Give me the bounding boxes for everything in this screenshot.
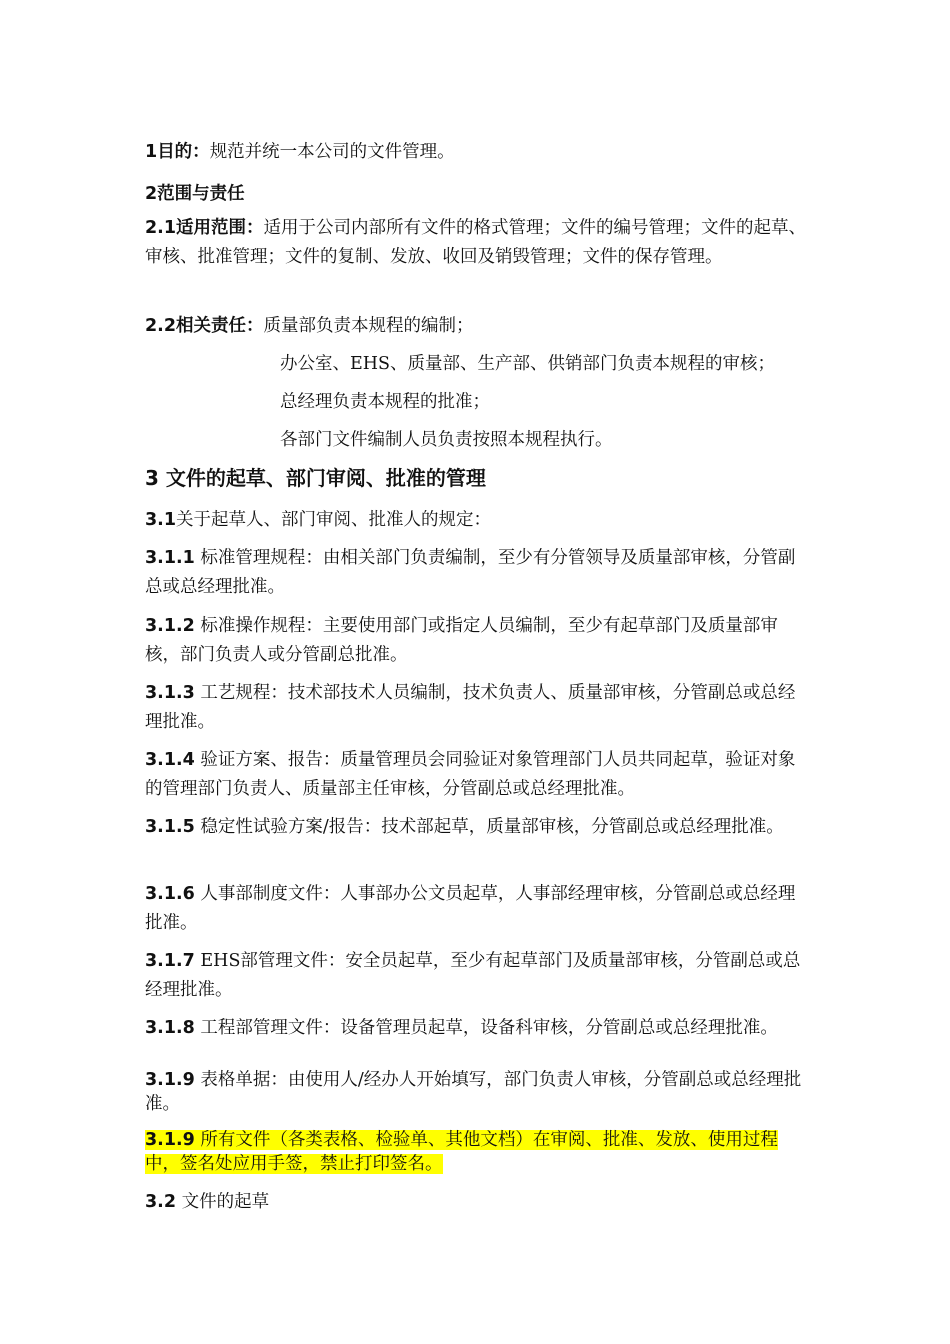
- responsibility-line-3: 各部门文件编制人员负责按照本规程执行。: [280, 430, 613, 450]
- item-text: 验证方案、报告：质量管理员会同验证对象管理部门人员共同起草，验证对象的管理部门负责人、质量部主任审核，分管副总或总经理批准。: [145, 750, 796, 799]
- item-3-1-1: [145, 544, 810, 602]
- item-text: 表格单据：由使用人/经办人开始填写，部门负责人审核，分管副总或总经理批准。: [145, 1070, 802, 1114]
- item-text: 所有文件（各类表格、检验单、其他文档）在审阅、批准、发放、使用过程中，签名处应用手签，禁止打印签名。: [145, 1130, 778, 1174]
- section-2-title: 2范围与责任: [145, 184, 245, 204]
- item-3-1-4: [145, 746, 810, 804]
- item-text: EHS部管理文件：安全员起草，至少有起草部门及质量部审核，分管副总或总经理批准。: [145, 951, 801, 1000]
- item-number: 3.1.2: [145, 616, 195, 636]
- item-3-1-2: [145, 612, 810, 670]
- item-3-1-5: [145, 813, 810, 842]
- section-1-purpose: [145, 138, 810, 167]
- item-number: 3.1.9: [145, 1070, 195, 1090]
- item-number: 3.1.1: [145, 548, 195, 568]
- section-2-1-label: 适用范围：: [176, 218, 264, 238]
- section-3-2-number: 3.2: [145, 1192, 177, 1212]
- section-2-1-number: 2.1: [145, 218, 177, 238]
- section-3-1-text: 关于起草人、部门审阅、批准人的规定：: [176, 510, 492, 530]
- section-1-text: 规范并统一本公司的文件管理。: [209, 142, 455, 162]
- section-3-title: 3 文件的起草、部门审阅、批准的管理: [145, 466, 486, 490]
- item-text: 标准操作规程：主要使用部门或指定人员编制，至少有起草部门及质量部审核，部门负责人或分管副总批准。: [145, 616, 778, 665]
- item-number: 3.1.8: [145, 1018, 195, 1038]
- item-3-1-8: [145, 1014, 810, 1043]
- item-text: 标准管理规程：由相关部门负责编制，至少有分管领导及质量部审核，分管副总或总经理批准。: [145, 548, 796, 597]
- item-3-1-9-forms: [145, 1068, 810, 1116]
- item-number: 3.1.9: [145, 1130, 195, 1150]
- item-number: 3.1.7: [145, 951, 195, 971]
- item-text: 稳定性试验方案/报告：技术部起草，质量部审核，分管副总或总经理批准。: [200, 817, 784, 837]
- item-text: 人事部制度文件：人事部办公文员起草，人事部经理审核，分管副总或总经理批准。: [145, 884, 796, 933]
- item-text: 工艺规程：技术部技术人员编制，技术负责人、质量部审核，分管副总或总经理批准。: [145, 683, 796, 732]
- responsibility-line-1: 办公室、EHS、质量部、生产部、供销部门负责本规程的审核；: [280, 354, 776, 374]
- section-2-2-number: 2.2: [145, 316, 177, 336]
- section-1-number: 1: [145, 142, 158, 162]
- section-2-2-label: 相关责任：: [176, 316, 264, 336]
- section-2-1-scope: [145, 214, 810, 272]
- section-2-2-responsibility: [145, 312, 810, 341]
- item-3-1-3: [145, 679, 810, 737]
- item-number: 3.1.5: [145, 817, 195, 837]
- section-2-1-text: 适用于公司内部所有文件的格式管理；文件的编号管理；文件的起草、审核、批准管理；文件的复制、发放、收回及销毁管理；文件的保存管理。: [145, 218, 807, 267]
- item-3-1-6: [145, 880, 810, 938]
- item-text: 工程部管理文件：设备管理员起草，设备科审核，分管副总或总经理批准。: [200, 1018, 778, 1038]
- section-3-2-text: 文件的起草: [181, 1192, 270, 1212]
- responsibility-line-2: 总经理负责本规程的批准；: [280, 392, 490, 412]
- item-number: 3.1.6: [145, 884, 195, 904]
- item-number: 3.1.4: [145, 750, 195, 770]
- section-2-2-text: 质量部负责本规程的编制；: [263, 316, 474, 336]
- section-3-2: [145, 1188, 810, 1217]
- section-3-1: [145, 506, 810, 535]
- section-3-1-number: 3.1: [145, 510, 177, 530]
- item-3-1-7: [145, 947, 810, 1005]
- item-3-1-9-signature: [145, 1128, 810, 1176]
- section-1-label: 目的：: [157, 142, 210, 162]
- item-number: 3.1.3: [145, 683, 195, 703]
- highlighted-note: [145, 1130, 778, 1174]
